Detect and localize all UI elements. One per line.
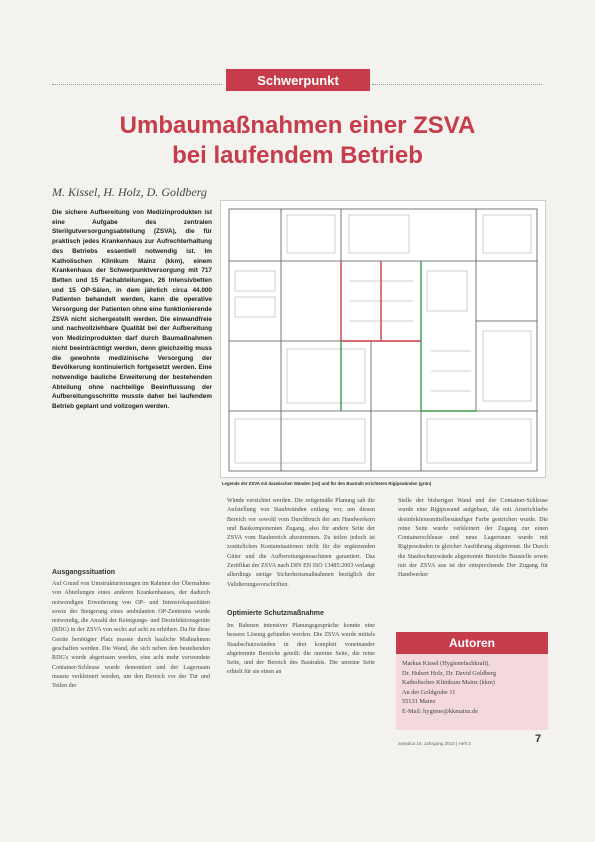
heading-ausgangssituation: Ausgangssituation [52, 569, 116, 576]
page-number: 7 [535, 733, 542, 745]
abstract-text: Die sichere Aufbereitung von Medizinprodukten ist eine Aufgabe des zentralen Sterilgutversorgungsabteilung (ZSVA), die für praktisch jedes Krankenhaus zur Aufrechterhaltung des Betriebs essentiell notwendig ist. Im Katholischen Klinikum Mainz (kkm), einem Krankenhaus der Schwerpunktversorgung mit 717 Betten und 15 Fachabteilungen, 26 Intensivbetten und 15 OP-Sälen, in dem jährlich circa 44.000 Patienten behandelt werden, kann die operative Versorgung der Patienten ohne eine funktionierende ZSVA nicht sichergestellt werden. Die einwandfreie und nachvollziehbare Qualität bei der Aufbereitung von Medizinprodukten darf durch Baumaßnahmen nicht beeinträchtigt werden, denn gleichzeitig muss die gewohnte medizinische Versorgung der Bevölkerung kontinuierlich fortgesetzt werden. Eine notwendige bauliche Erweiterung der bestehenden Abteilung ohne nachteilige Beeinflussung der Aufbereitungsschritte musste daher bei laufendem Betrieb geplant und vollzogen werden. [52, 209, 212, 411]
dotted-rule-right [372, 84, 542, 85]
figure-caption: Legende der ZSVA mit dazwischen Wänden (rot) und für den Bautrakt errichteten Rigipswänden (grün) [222, 481, 432, 486]
text-optimierte-schutzmassnahme: Im Rahmen intensiver Planungsgespräche konnte eine bessere Lösung gefunden werden. Die ZSVA wurde mittels Staubschutzwänden in drei komplett voneinander abgetrennte Bereiche geteilt: die unreine Seite, die reine Seite, und der Bereich des Bautrakts. Die unreine Seite erhielt für sie einen an [227, 623, 375, 676]
authors-box-heading: Autoren [396, 632, 548, 654]
text-column-2-top: Wände verzichtet werden. Die zeitgemäße Planung sah die Aufstellung von Staubwänden entlang vor, um diesen Bereich vor sowohl vom Durchbruch der am Handwerkern und Baukomponenten Zugang, also für andere Seite der ZSVA vom Baubereich abzutrennen. Zu teilen jedoch ist zusätzlichen Kontaminationen nicht für die ergänzenden Güter und die Aufbereitungsmaschinen garantiert. Das Zertifikat der ZSVA nach DIN EN ISO 13485:2003 verlangt allerdings stetige Sicherheitsmaßnahmen bezüglich der Validierungsvorschriften. [227, 498, 375, 588]
text-column-3: Stelle der bisherigen Wand und der Container-Schleuse wurde eine Rigipswand aufgebaut, die mit Anstrichfarbe desinfektionsmittelbeständiger Farbe gestrichen wurde. Die reine Seite wurde verkleinert der Zugang zur einen Containerschleuse und neue Lagerraum wurde mit Rigipswänden in gleicher Ausführung abgetrennt. Ihr Durch die Staubschutzwände abgetrennte Bereiche Baustelle sowie mit der ZSVA aus ist der entsprechende Der Zugang für Handwerker [398, 498, 548, 579]
article-title [40, 111, 555, 171]
article-authors: M. Kissel, H. Holz, D. Goldberg [52, 185, 207, 199]
journal-footer: aseptica 16. Jahrgang 2010 | Heft 3 [398, 741, 471, 746]
floor-plan-figure [220, 200, 546, 478]
title-line-2: bei laufendem Betrieb [172, 142, 423, 169]
author-line: An der Goldgrube 11 [402, 688, 456, 696]
dotted-rule-left [52, 84, 222, 85]
text-ausgangssituation: Auf Grund von Umstrukturierungen im Rahmen der Übernahme von Abteilungen eines anderen Krankenhauses, der dadurch notwendigen Erweiterung von OP- und Intensivkapazitäten sowie der Steigerung eines ambulanten OP-Zentrums wurde notwendig, die Anzahl der Reinigungs- und Desinfektionsgeräte (RDG) in der ZSVA von sechs auf acht zu erhöhen. Da für diese Geräte benötigter Platz musste durch bauliche Maßnahmen geschaffen werden. Die Wand, die sich neben den bestehenden RDG's wurde abgerissen werden, eine acht mehr verwendete Container-Schleuse wurde demontiert und der Lagerraum musste verkleinert werden, um den Bereich vor der Tür und Teilen der [52, 581, 210, 690]
author-line: Markus Kissel (Hygienefachkraft), [402, 660, 490, 667]
author-line: Dr. Hubert Holz, Dr. David Goldberg [402, 669, 496, 677]
floor-plan-drawing [221, 201, 545, 477]
author-email: E-Mail: hygiene@kkmainz.de [402, 707, 479, 715]
heading-optimierte-schutzmassnahme: Optimierte Schutzmaßnahme [227, 610, 324, 617]
author-line: 55131 Mainz [402, 698, 436, 706]
title-line-1: Umbaumaßnahmen einer ZSVA [119, 112, 476, 139]
authors-box [396, 654, 548, 730]
section-label: Schwerpunkt [226, 69, 370, 91]
author-line: Katholisches Klinikum Mainz (kkm) [402, 679, 495, 687]
